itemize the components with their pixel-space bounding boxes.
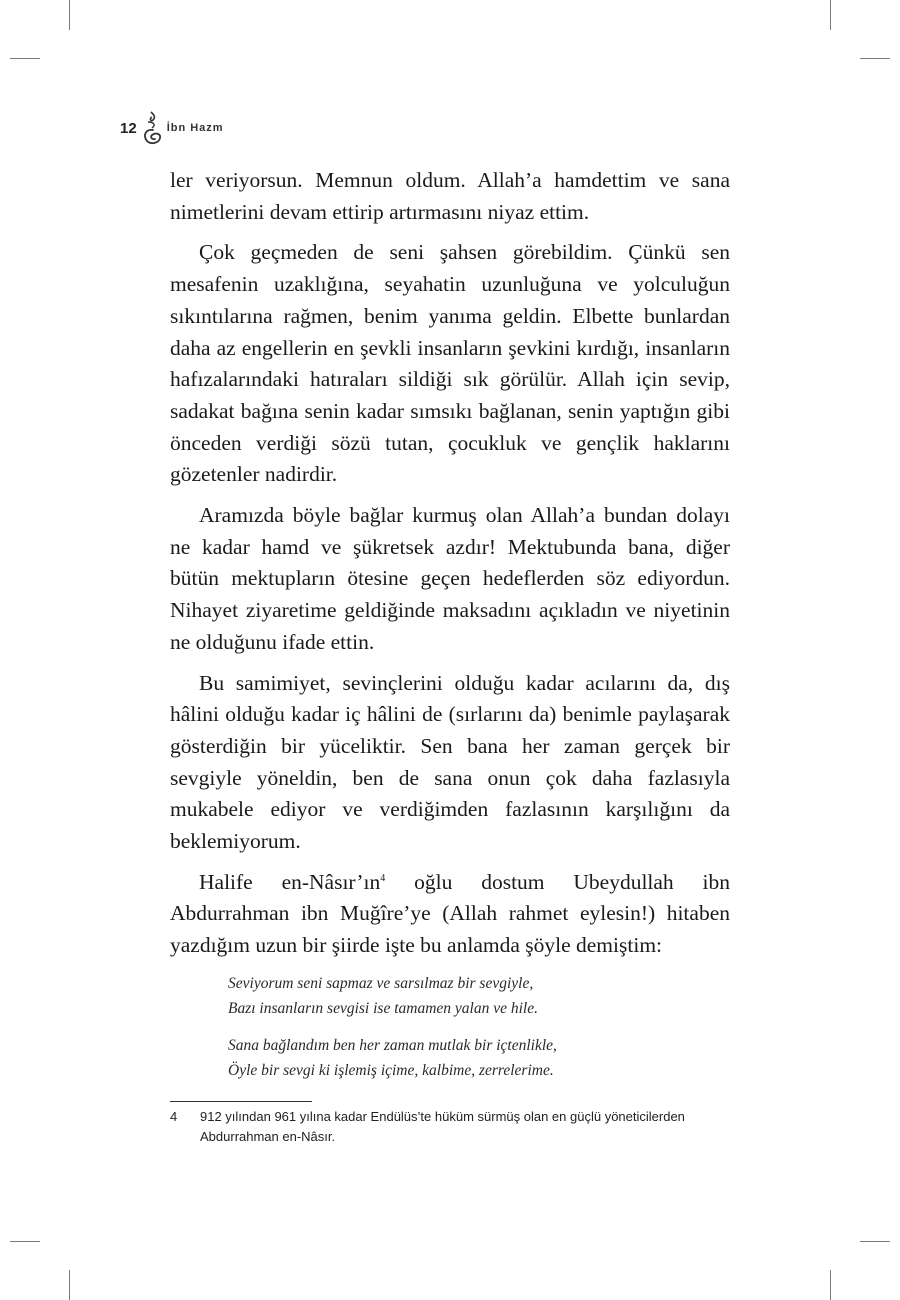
crop-mark-left-top	[10, 58, 40, 59]
crop-mark-top-left	[69, 0, 70, 30]
calligraphic-ornament-icon	[140, 109, 164, 147]
paragraph: Bu samimiyet, sevinçlerini olduğu kadar acılarını da, dış hâlini olduğu kadar iç hâlini de (sırlarını da) benimle paylaşarak gösterdiğin bir yüceliktir. Sen bana her zaman gerçek bir sevgiyle yöneldin, ben de sana onun çok daha fazlasıyla mukabele ediyor ve verdiğimden fazlasının karşılığını da beklemiyorum.	[170, 670, 730, 854]
paragraph-with-footnote-ref	[170, 867, 730, 962]
paragraph: Aramızda böyle bağlar kurmuş olan Allah’a bundan dolayı ne kadar hamd ve şükretsek azdır! Mektubunda bana, diğer bütün mektupların ötesine geçen hedeflerden söz ediyordun. Nihayet ziyaretime geldiğinde maksadını açıkladın ve niyetinin ne olduğunu ifade ettin.	[170, 503, 730, 654]
poem-verse: Öyle bir sevgi ki işlemiş içime, kalbime, zerrelerime.	[228, 1061, 554, 1079]
crop-mark-bottom-right	[830, 1270, 831, 1300]
paragraph-text-start: Halife en-Nâsır’ın	[199, 869, 381, 894]
crop-mark-top-right	[830, 0, 831, 30]
running-header	[120, 108, 224, 148]
footnote	[170, 1107, 735, 1147]
poem-verse: Bazı insanların sevgisi ise tamamen yalan ve hile.	[228, 999, 538, 1017]
poem-quote	[228, 971, 730, 1083]
footnote-divider	[170, 1101, 312, 1102]
crop-mark-left-bottom	[10, 1241, 40, 1242]
poem-verse: Seviyorum seni sapmaz ve sarsılmaz bir sevgiyle,	[228, 974, 534, 992]
body-text	[170, 165, 730, 1095]
crop-mark-right-bottom	[860, 1241, 890, 1242]
paragraph: ler veriyorsun. Memnun oldum. Allah’a hamdettim ve sana nimetlerini devam ettirip artırmasını niyaz ettim.	[170, 168, 730, 224]
crop-mark-bottom-left	[69, 1270, 70, 1300]
poem-verse: Sana bağlandım ben her zaman mutlak bir içtenlikle,	[228, 1036, 557, 1054]
paragraph-text-end: oğlu dostum Ubeydullah ibn Abdurrahman ibn Muğîre’ye (Allah rahmet eylesin!) hitaben yazdığım uzun bir şiirde işte bu anlamda şöyle demiştim:	[170, 869, 731, 958]
poem-stanza	[228, 1033, 730, 1083]
page-number: 12	[120, 119, 137, 137]
footnote-text: 912 yılından 961 yılına kadar Endülüs’te hüküm sürmüş olan en güçlü yöneticilerden Abdurrahman en-Nâsır.	[200, 1109, 685, 1144]
footnote-reference[interactable]: 4	[380, 872, 386, 884]
crop-mark-right-top	[860, 58, 890, 59]
running-title: İbn Hazm	[166, 122, 224, 134]
footnote-number: 4	[170, 1109, 178, 1124]
paragraph: Çok geçmeden de seni şahsen görebildim. Çünkü sen mesafenin uzaklığına, seyahatin uzunluğuna ve yolculuğun sıkıntılarına rağmen, benim yanıma geldin. Elbette bunlardan daha az engellerin en şevkli insanların şevkini kırdığı, insanların hafızalarındaki hatıraları sildiği sık görülür. Allah için sevip, sadakat bağına senin kadar sımsıkı bağlanan, senin yaptığın gibi önceden verdiği sözü tutan, çocukluk ve gençlik haklarını gözetenler nadirdir.	[170, 240, 730, 487]
poem-stanza	[228, 971, 730, 1021]
